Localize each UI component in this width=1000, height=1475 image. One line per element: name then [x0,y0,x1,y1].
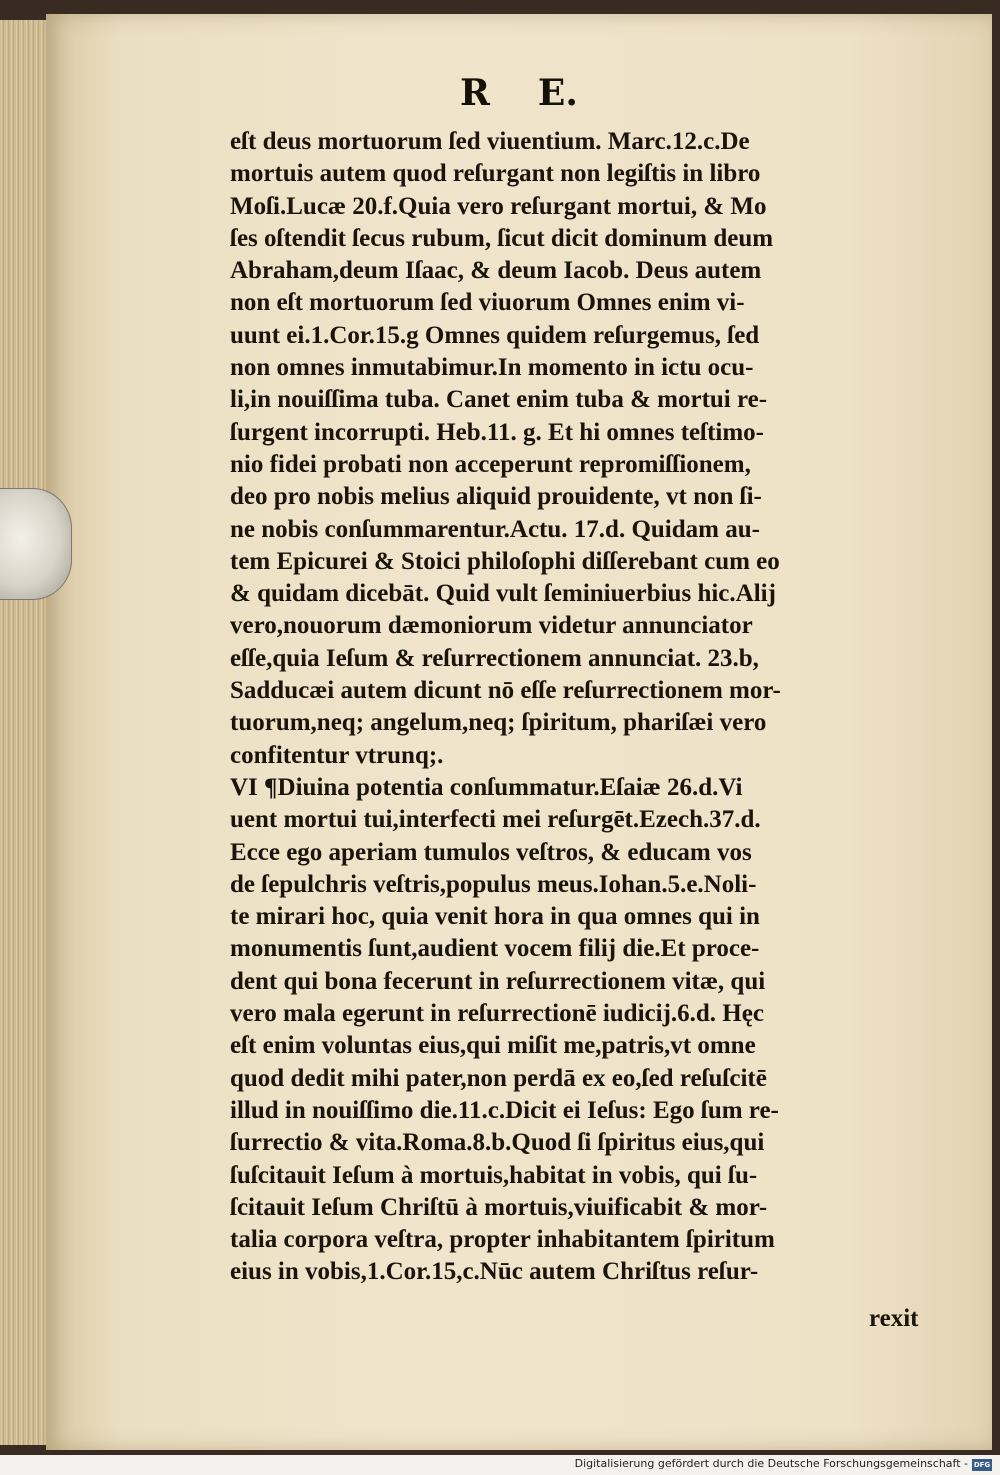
text-line: eſt enim voluntas eius,qui miſit me,patris,vt omne [230,1032,756,1060]
text-line: tuorum,neq; angelum,neq; ſpiritum, phariſæi vero [230,709,767,737]
text-line: ſurrectio & vita.Roma.8.b.Quod ſi ſpiritus eius,qui [230,1129,765,1157]
text-line: deo pro nobis melius aliquid prouidente, vt non ſi- [230,483,762,511]
text-line: li,in nouiſſima tuba. Canet enim tuba & mortui re- [230,386,768,414]
text-line: tem Epicurei & Stoici philoſophi diſſerebant cum eo [230,547,780,575]
text-line: ſcitauit Ieſum Chriſtū à mortuis,viuificabit & mor- [230,1193,768,1221]
header-letter-r: R [460,72,490,114]
text-line: de ſepulchris veſtris,populus meus.Iohan.5.e.Noli- [230,870,757,898]
text-line: & quidam dicebāt. Quid vult ſeminiuerbius hic.Alij [230,580,776,608]
page-header [460,72,578,114]
text-line: Abraham,deum Iſaac, & deum Iacob. Deus autem [230,257,762,285]
text-line: nio fidei probati non acceperunt repromiſſionem, [230,450,751,478]
body-text [230,126,970,1289]
text-line: ſurgent incorrupti. Heb.11. g. Et hi omnes teſtimo- [230,418,764,446]
text-line: te mirari hoc, quia venit hora in qua omnes qui in [230,903,760,931]
text-line: eſt deus mortuorum ſed viuentium. Marc.12.c.De [230,128,750,155]
text-line: vero,nouorum dæmoniorum videtur annunciator [230,612,753,640]
text-line: mortuis autem quod reſurgant non legiſtis in libro [230,160,761,188]
text-line: non omnes inmutabimur.In momento in ictu ocu- [230,354,754,382]
book-clip-icon [0,488,72,600]
text-line: Ecce ego aperiam tumulos veſtros, & educam vos [230,838,752,866]
text-line: talia corpora veſtra, propter inhabitantem ſpiritum [230,1226,775,1254]
text-line: ſuſcitauit Ieſum à mortuis,habitat in vobis, qui ſu- [230,1161,758,1189]
text-line: Sadducæi autem dicunt nō eſſe reſurrectionem mor- [230,677,781,705]
text-line: confitentur vtrunq;. [230,741,444,769]
text-line: ſes oſtendit ſecus rubum, ſicut dicit dominum deum [230,224,774,252]
text-line: illud in nouiſſimo die.11.c.Dicit ei Ieſus: Ego ſum re- [230,1096,779,1124]
page-edges [0,20,48,1445]
text-line: quod dedit mihi pater,non perdā ex eo,ſed reſuſcitē [230,1064,767,1092]
funding-credit: Digitalisierung gefördert durch die Deutsche Forschungsgemeinschaft - [574,1457,968,1470]
footer-bar [0,1455,1000,1475]
text-line: eius in vobis,1.Cor.15,c.Nūc autem Chriſtus reſur- [230,1258,759,1286]
dfg-logo-icon: DFG [973,1461,991,1469]
text-line: monumentis ſunt,audient vocem filij die.Et proce- [230,935,760,963]
text-line: ne nobis conſummarentur.Actu. 17.d. Quidam au- [230,515,760,543]
text-line: uent mortui tui,interfecti mei reſurgēt.Ezech.37.d. [230,806,761,834]
catchword: rexit [869,1305,919,1332]
text-line: vero mala egerunt in reſurrectionē iudicij.6.d. Hęc [230,1000,764,1028]
text-line: non eſt mortuorum ſed viuorum Omnes enim vi- [230,289,745,317]
text-line: dent qui bona fecerunt in reſurrectionem vitæ, qui [230,967,766,995]
text-line: eſſe,quia Ieſum & reſurrectionem annunciat. 23.b, [230,644,759,672]
header-letter-e: E. [537,72,578,114]
text-line: Moſi.Lucæ 20.f.Quia vero reſurgant mortui, & Mo [230,192,767,220]
text-line: VI ¶Diuina potentia conſummatur.Eſaiæ 26.d.Vi [230,773,743,801]
text-line: uunt ei.1.Cor.15.g Omnes quidem reſurgemus, ſed [230,321,760,349]
